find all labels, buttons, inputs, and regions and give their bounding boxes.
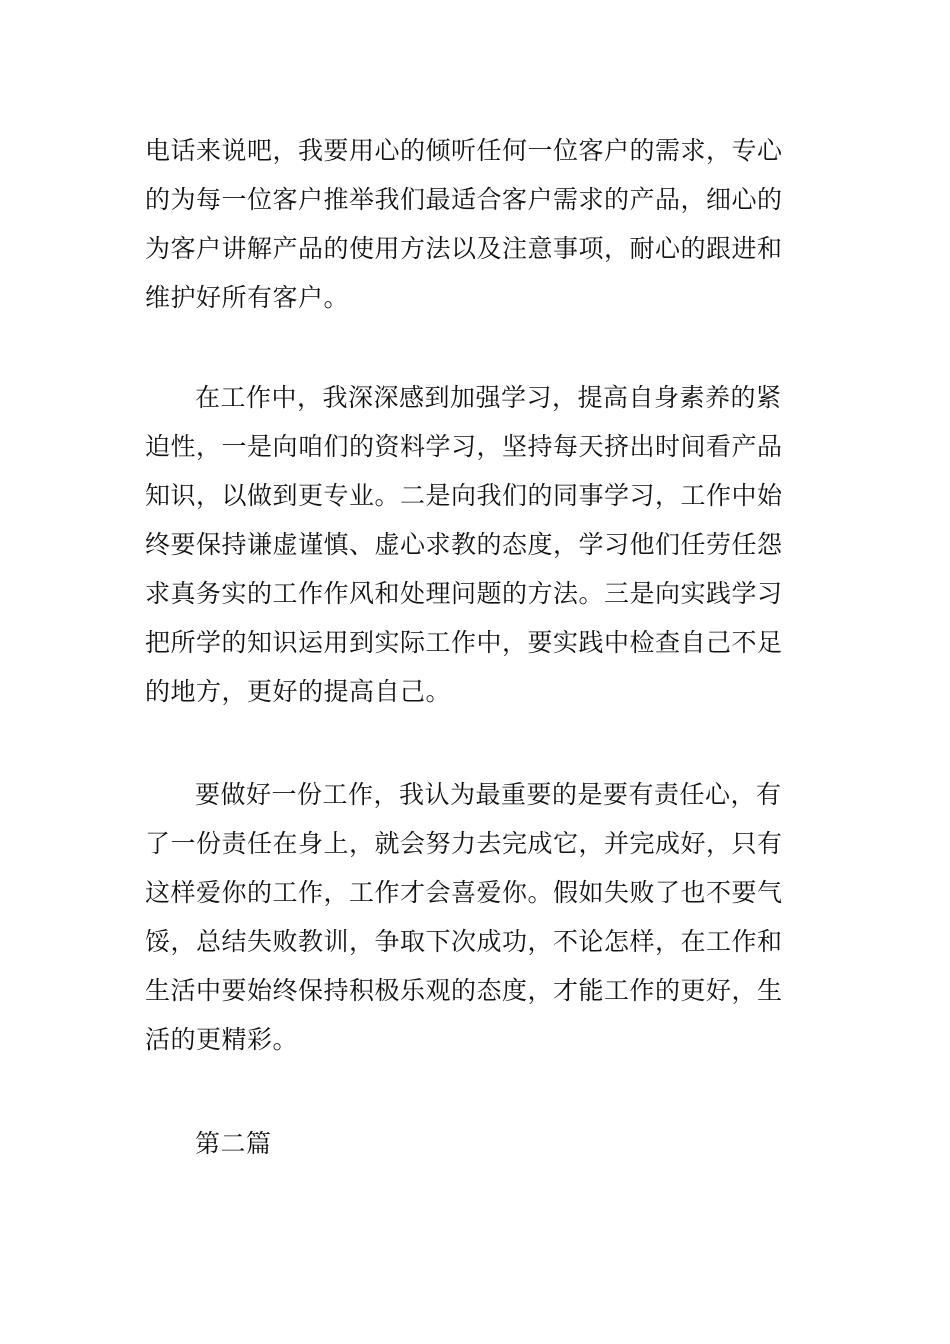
text-line: 的为每一位客户推举我们最适合客户需求的产品，细心的	[145, 185, 783, 214]
text-line: 终要保持谦虚谨慎、虚心求教的态度，学习他们任劳任怨	[145, 530, 783, 559]
text-line: 为客户讲解产品的使用方法以及注意事项，耐心的跟进和	[145, 234, 783, 263]
text-line: 在工作中，我深深感到加强学习，提高自身素养的紧	[195, 383, 782, 412]
paragraph-1	[145, 126, 815, 322]
text-line: 活的更精彩。	[145, 1025, 299, 1054]
paragraph-2	[145, 373, 815, 716]
text-line: 这样爱你的工作，工作才会喜爱你。假如失败了也不要气	[145, 878, 783, 907]
text-line: 维护好所有客户。	[145, 283, 350, 312]
text-line: 馁，总结失败教训，争取下次成功，不论怎样，在工作和	[145, 927, 783, 956]
text-line: 的地方，更好的提高自己。	[145, 677, 452, 706]
text-line: 电话来说吧，我要用心的倾听任何一位客户的需求，专心	[145, 136, 783, 165]
text-line: 迫性，一是向咱们的资料学习，坚持每天挤出时间看产品	[145, 432, 783, 461]
section-title: 第二篇	[195, 1129, 272, 1158]
text-line: 要做好一份工作，我认为最重要的是要有责任心，有	[195, 780, 782, 809]
text-line: 生活中要始终保持积极乐观的态度，才能工作的更好，生	[145, 976, 783, 1005]
text-line: 了一份责任在身上，就会努力去完成它，并完成好，只有	[145, 829, 783, 858]
text-line: 知识，以做到更专业。二是向我们的同事学习，工作中始	[145, 481, 783, 510]
text-line: 求真务实的工作作风和处理问题的方法。三是向实践学习	[145, 579, 783, 608]
text-line: 把所学的知识运用到实际工作中，要实践中检查自己不足	[145, 628, 783, 657]
paragraph-3	[145, 770, 815, 1064]
section-heading	[145, 1119, 815, 1168]
